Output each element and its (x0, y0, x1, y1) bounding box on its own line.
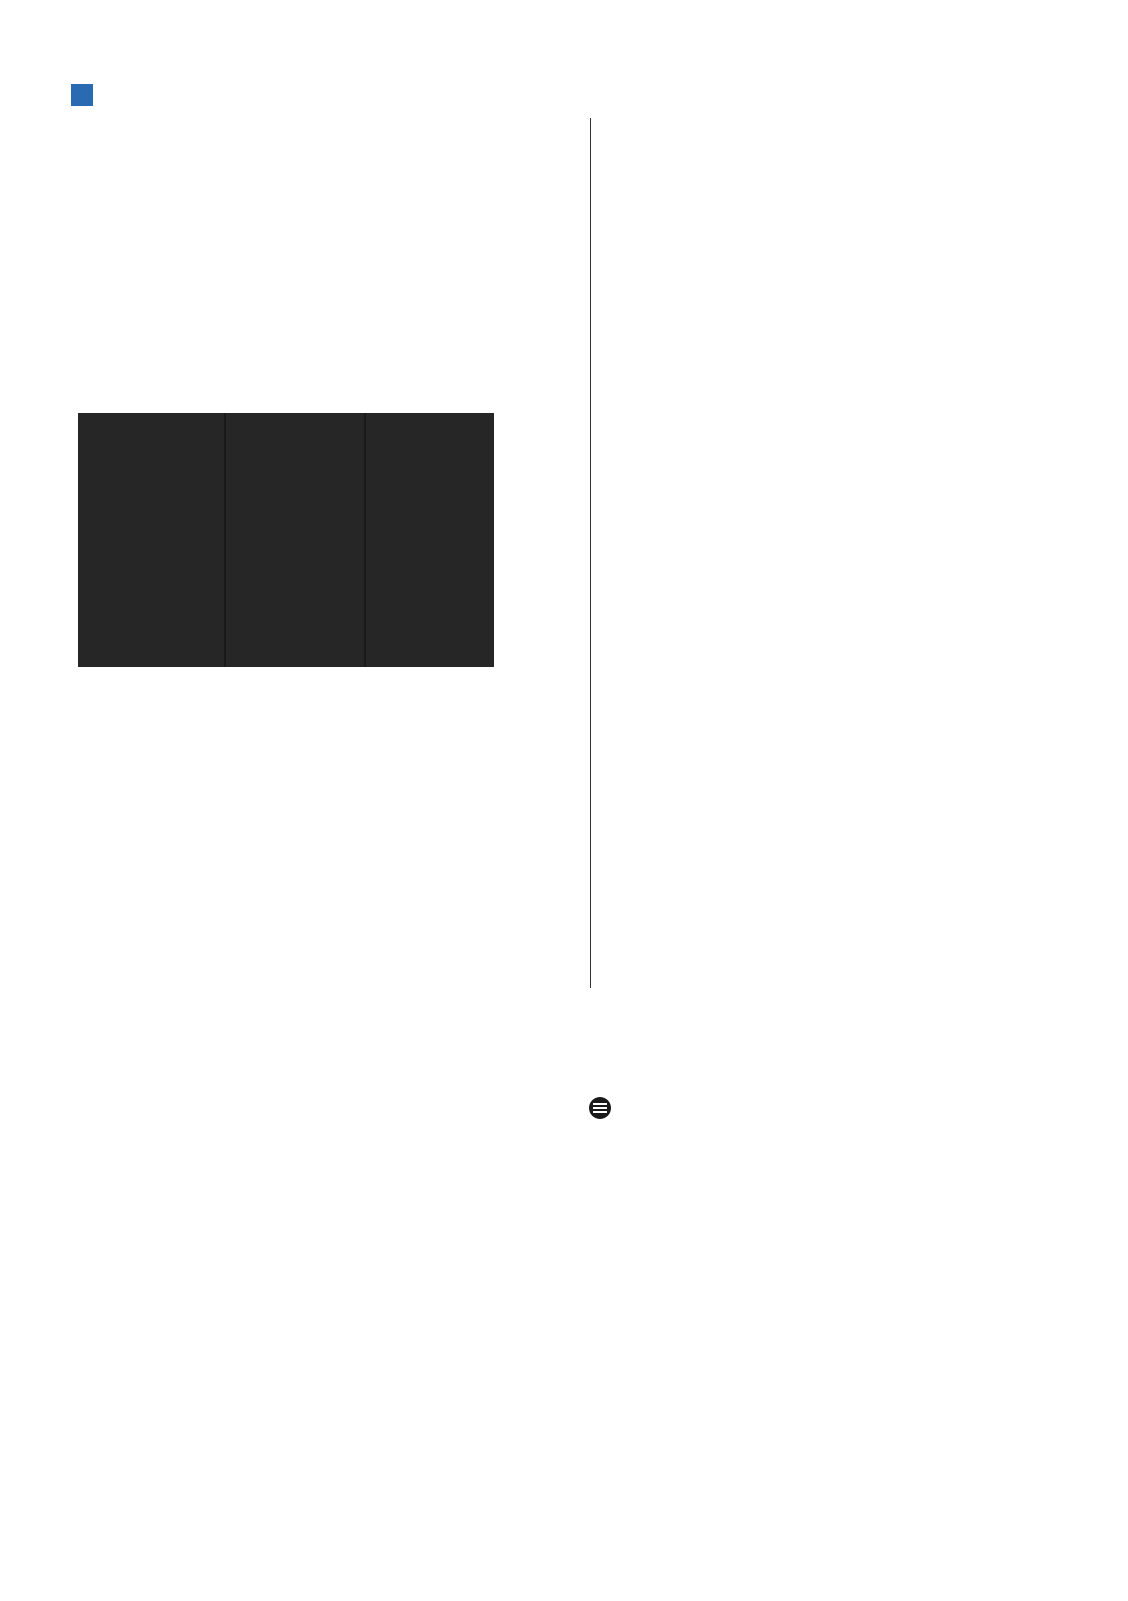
osd-screenshot (78, 413, 494, 667)
note-icon (588, 1096, 612, 1120)
note-heading (588, 1096, 622, 1120)
osd-more-chevron-icon (78, 631, 224, 667)
section-number (71, 84, 93, 106)
section-header (71, 84, 103, 106)
osd-menu-tree (585, 86, 1045, 1076)
osd-empty-rows (226, 523, 494, 667)
